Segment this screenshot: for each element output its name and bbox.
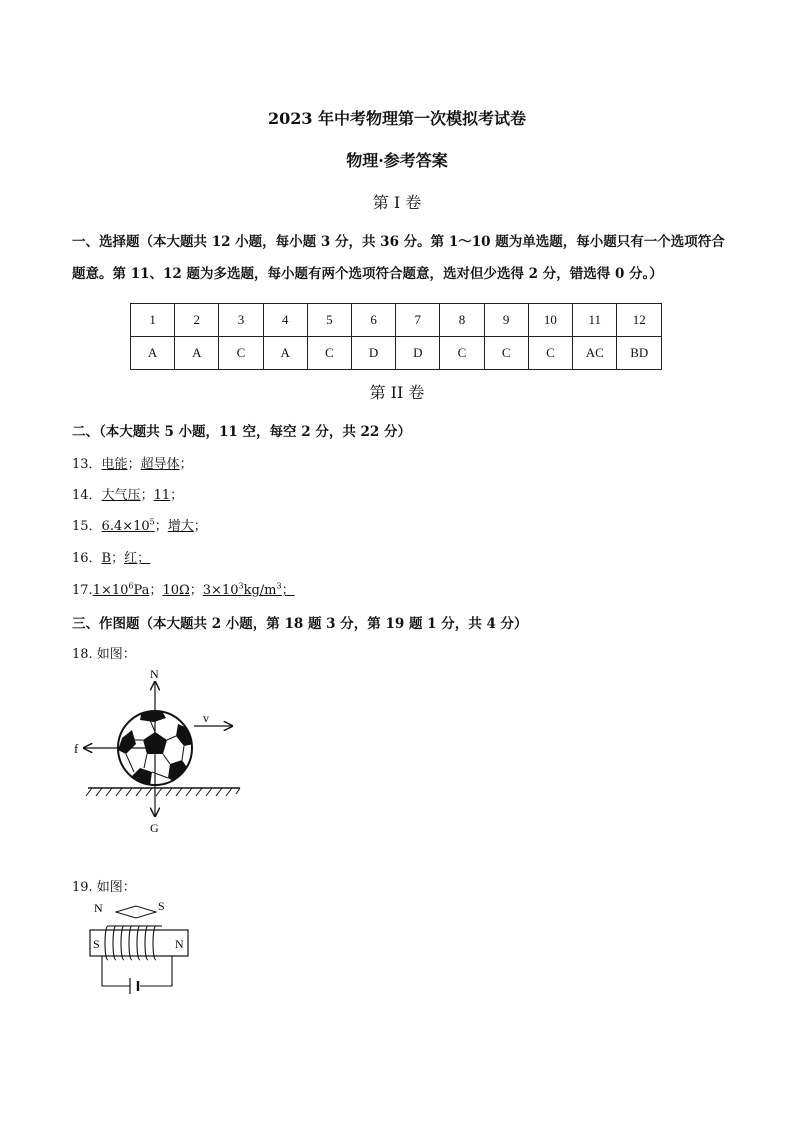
question-number: 2 bbox=[175, 304, 219, 337]
blank-answer bbox=[102, 519, 155, 534]
force-diagram bbox=[70, 660, 250, 840]
answer-cell: C bbox=[440, 337, 484, 370]
question-number: 12 bbox=[617, 304, 662, 337]
answer-17 bbox=[72, 579, 295, 598]
blank-answer: 红； bbox=[124, 551, 151, 566]
battery-icon bbox=[130, 978, 138, 994]
blank-answer bbox=[203, 583, 295, 598]
label-f: f bbox=[74, 741, 79, 756]
volume-one-heading: 第 I 卷 bbox=[372, 193, 422, 212]
answer-cell: C bbox=[219, 337, 263, 370]
answer-cell: BD bbox=[617, 337, 662, 370]
label-v: v bbox=[203, 711, 209, 725]
question-number: 8 bbox=[440, 304, 484, 337]
answer-num: 17. bbox=[72, 583, 93, 598]
exponent: 5 bbox=[149, 517, 155, 527]
answer-14 bbox=[72, 484, 183, 503]
blank-answer bbox=[93, 583, 150, 598]
compass-needle-icon bbox=[116, 906, 156, 918]
needle-label-n: N bbox=[94, 901, 103, 915]
table-row-answers bbox=[131, 337, 662, 370]
answer-num: 14． bbox=[72, 488, 102, 503]
question-number: 9 bbox=[484, 304, 528, 337]
answer-num: 15． bbox=[72, 519, 102, 534]
separator: ； bbox=[149, 583, 163, 598]
unit: kg/m bbox=[243, 583, 277, 598]
volume-two-heading: 第 II 卷 bbox=[369, 383, 425, 402]
question-number: 6 bbox=[351, 304, 395, 337]
separator: ； bbox=[111, 551, 125, 566]
answer-cell: D bbox=[351, 337, 395, 370]
exponent: 3 bbox=[276, 581, 282, 591]
electromagnet-diagram bbox=[82, 892, 202, 1002]
ground-hatch bbox=[86, 788, 240, 796]
answer-cell: D bbox=[396, 337, 440, 370]
question-number: 5 bbox=[307, 304, 351, 337]
section-one-line-2: 题意。第 11、12 题为多选题，每小题有两个选项符合题意，选对但少选得 2 分，错选得 0 分。） bbox=[72, 266, 663, 282]
page-subtitle: 物理·参考答案 bbox=[346, 151, 448, 170]
page-title: 2023 年中考物理第一次模拟考试卷 bbox=[267, 109, 527, 128]
answer-cell: A bbox=[131, 337, 175, 370]
unit: Pa bbox=[133, 583, 150, 598]
separator: ； bbox=[170, 488, 184, 503]
blank-answer: 10Ω bbox=[162, 583, 190, 598]
soccer-ball-icon bbox=[118, 708, 194, 786]
mantissa: 3×10 bbox=[202, 583, 239, 598]
answer-table bbox=[130, 303, 662, 370]
mantissa: 1×10 bbox=[92, 583, 129, 598]
blank-answer: 大气压 bbox=[101, 488, 141, 503]
separator: ； bbox=[179, 457, 193, 472]
answer-cell: A bbox=[175, 337, 219, 370]
table-row-numbers bbox=[131, 304, 662, 337]
exponent: 3 bbox=[238, 581, 244, 591]
answer-13 bbox=[72, 453, 193, 472]
separator: ； bbox=[281, 583, 295, 598]
answer-num: 13． bbox=[72, 457, 102, 472]
answer-cell: C bbox=[484, 337, 528, 370]
question-number: 10 bbox=[528, 304, 572, 337]
section-three-heading: 三、作图题（本大题共 2 小题，第 18 题 3 分，第 19 题 1 分，共 4 分） bbox=[72, 616, 528, 632]
answer-cell: AC bbox=[573, 337, 617, 370]
question-number: 4 bbox=[263, 304, 307, 337]
separator: ； bbox=[189, 583, 203, 598]
separator: ； bbox=[140, 488, 154, 503]
question-number: 11 bbox=[573, 304, 617, 337]
question-number: 1 bbox=[131, 304, 175, 337]
answer-16 bbox=[72, 547, 150, 566]
question-19-label: 19. 如图： bbox=[72, 880, 136, 895]
exponent: 6 bbox=[128, 581, 134, 591]
separator: ； bbox=[127, 457, 141, 472]
section-two-heading: 二、（本大题共 5 小题，11 空，每空 2 分，共 22 分） bbox=[72, 424, 412, 440]
blank-answer: 11 bbox=[153, 488, 171, 503]
needle-label-s: S bbox=[158, 899, 165, 913]
answer-cell: A bbox=[263, 337, 307, 370]
answer-cell: C bbox=[528, 337, 572, 370]
question-number: 7 bbox=[396, 304, 440, 337]
separator: ； bbox=[193, 519, 207, 534]
answer-num: 16． bbox=[72, 551, 102, 566]
blank-answer: B bbox=[101, 551, 112, 566]
answer-15 bbox=[72, 515, 207, 534]
blank-answer: 超导体 bbox=[140, 457, 180, 472]
answer-cell: C bbox=[307, 337, 351, 370]
core-label-n: N bbox=[175, 937, 184, 951]
section-one-line-1: 一、选择题（本大题共 12 小题，每小题 3 分，共 36 分。第 1～10 题为单选题，每小题只有一个选项符合 bbox=[72, 234, 725, 250]
separator: ； bbox=[154, 519, 168, 534]
question-18-label: 18. 如图： bbox=[72, 647, 136, 662]
label-g: G bbox=[150, 821, 159, 835]
blank-answer: 电能 bbox=[101, 457, 128, 472]
blank-answer: 增大 bbox=[167, 519, 194, 534]
label-n: N bbox=[150, 667, 159, 681]
mantissa: 6.4×10 bbox=[101, 519, 150, 534]
question-number: 3 bbox=[219, 304, 263, 337]
core-label-s: S bbox=[93, 937, 100, 951]
